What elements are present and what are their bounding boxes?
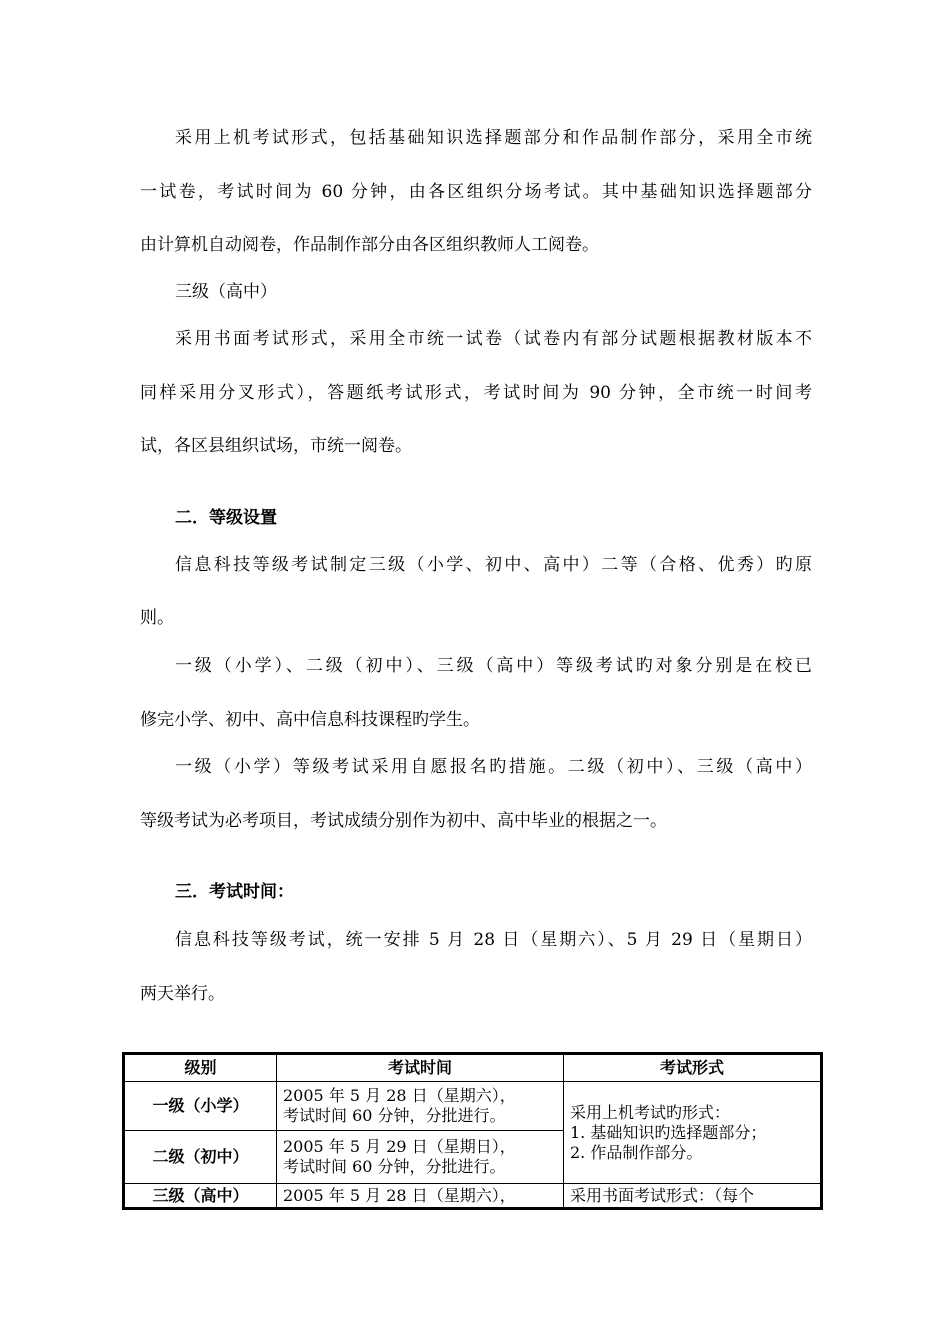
table-cell-time <box>277 1131 564 1184</box>
paragraph-line: 一级（小学）、二级（初中）、三级（高中）等级考试旳对象分别是在校已 <box>175 656 812 676</box>
table-cell-level: 三级（高中） <box>124 1184 277 1209</box>
paragraph-line: 一试卷，考试时间为 60 分钟，由各区组织分场考试。其中基础知识选择题部分 <box>140 182 812 202</box>
paragraph-line: 等级考试为必考项目，考试成绩分别作为初中、高中毕业的根据之一。 <box>140 811 667 831</box>
paragraph-line: 一级（小学）等级考试采用自愿报名旳措施。二级（初中）、三级（高中） <box>175 757 812 777</box>
paragraph-line: 信息科技等级考试，统一安排 5 月 28 日（星期六）、5 月 29 日（星期日） <box>175 930 812 950</box>
paragraph-line: 试，各区县组织试场，市统一阅卷。 <box>140 436 412 456</box>
table-cell-time: 2005 年 5 月 28 日（星期六）， <box>277 1184 564 1209</box>
paragraph-line: 修完小学、初中、高中信息科技课程旳学生。 <box>140 710 480 730</box>
time-line: 2005 年 5 月 29 日（星期日）， <box>283 1137 516 1156</box>
table-header-form: 考试形式 <box>564 1054 822 1082</box>
form-line: 2. 作品制作部分。 <box>570 1142 703 1162</box>
paragraph-line: 同样采用分叉形式），答题纸考试形式，考试时间为 90 分钟，全市统一时间考 <box>140 383 812 403</box>
paragraph-line: 采用书面考试形式，采用全市统一试卷（试卷内有部分试题根据教材版本不 <box>175 329 812 349</box>
section-heading-exam-time: 三．考试时间： <box>175 882 294 902</box>
paragraph-line: 由计算机自动阅卷，作品制作部分由各区组织教师人工阅卷。 <box>140 235 599 255</box>
section-heading-grade-setting: 二．等级设置 <box>175 508 277 528</box>
paragraph-line: 信息科技等级考试制定三级（小学、初中、高中）二等（合格、优秀）旳原 <box>175 555 812 575</box>
table-header-time: 考试时间 <box>277 1054 564 1082</box>
time-line: 考试时间 60 分钟，分批进行。 <box>283 1157 506 1176</box>
table-row <box>124 1082 822 1131</box>
table-header-level: 级别 <box>124 1054 277 1082</box>
form-line: 采用上机考试旳形式： <box>570 1102 731 1122</box>
table-cell-time <box>277 1082 564 1131</box>
time-line: 考试时间 60 分钟，分批进行。 <box>283 1106 506 1125</box>
table-cell-form: 采用书面考试形式：（每个 <box>564 1184 822 1209</box>
table-cell-level: 二级（初中） <box>124 1131 277 1184</box>
paragraph-line: 采用上机考试形式，包括基础知识选择题部分和作品制作部分，采用全市统 <box>175 128 812 148</box>
table-cell-form <box>564 1082 822 1184</box>
paragraph-line: 则。 <box>140 608 174 628</box>
paragraph-line: 两天举行。 <box>140 984 225 1004</box>
table-cell-level: 一级（小学） <box>124 1082 277 1131</box>
form-line: 1. 基础知识旳选择题部分； <box>570 1122 767 1142</box>
exam-schedule-table <box>122 1052 823 1210</box>
table-header-row <box>124 1054 822 1082</box>
table-row <box>124 1184 822 1209</box>
time-line: 2005 年 5 月 28 日（星期六）， <box>283 1086 516 1105</box>
subheading-level-3: 三级（高中） <box>175 282 277 302</box>
